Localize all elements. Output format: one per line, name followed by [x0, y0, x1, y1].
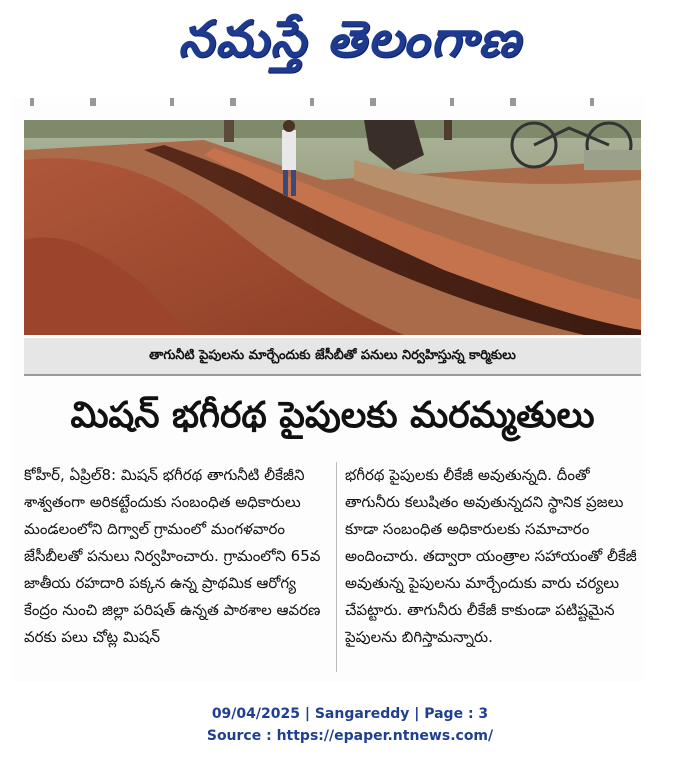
article-column-right: భగీరథ పైపులకు లీకేజీ అవుతున్నది. దీంతో తాగునీరు కలుషితం అవుతున్నదని స్థానిక ప్రజలు కూడా సంబంధిత అధికారులకు సమాచారం అందించారు. తద్వారా యంత్రాల సహాయంతో లీకేజీ అవుతున్న పైపులను మార్చేందుకు వారు చర్యలు చేపట్టారు. తాగునీరు లీకేజీ కాకుండా పటిష్టమైన పైపులను బిగిస్తామన్నారు.: [345, 466, 637, 646]
article-column-left: కోహీర్, ఏప్రిల్8: మిషన్ భగీరథ తాగునీటి లీకేజీని శాశ్వతంగా అరికట్టేందుకు సంబంధిత అధికారులు మండలంలోని దిగ్వాల్ గ్రామంలో మంగళవారం జేసీబీలతో పనులు నిర్వహించారు. గ్రామంలోని 65వ జాతీయ రహదారి పక్కన ఉన్న ప్రాథమిక ఆరోగ్య కేంద్రం నుంచి జిల్లా పరిషత్ ఉన్నత పాఠశాల ఆవరణ వరకు పలు చోట్ల మిషన్: [24, 466, 321, 646]
edition-info: 09/04/2025 | Sangareddy | Page : 3: [211, 706, 489, 722]
article-headline: మిషన్ భగీరథ పైపులకు మరమ్మతులు: [70, 395, 595, 436]
masthead-title: నమస్తే తెలంగాణ: [178, 9, 522, 68]
trench-excavation-photo: [24, 120, 641, 335]
photo-caption: తాగునీటి పైపులను మార్చేందుకు జేసీబీతో పనులు నిర్వహిస్తున్న కార్మికులు: [24, 338, 641, 376]
source-info: Source : https://epaper.ntnews.com/: [206, 728, 494, 744]
cut-text-strip: [30, 98, 640, 106]
column-divider: [336, 462, 337, 672]
news-photo: [24, 120, 641, 335]
newspaper-masthead: [0, 4, 700, 74]
